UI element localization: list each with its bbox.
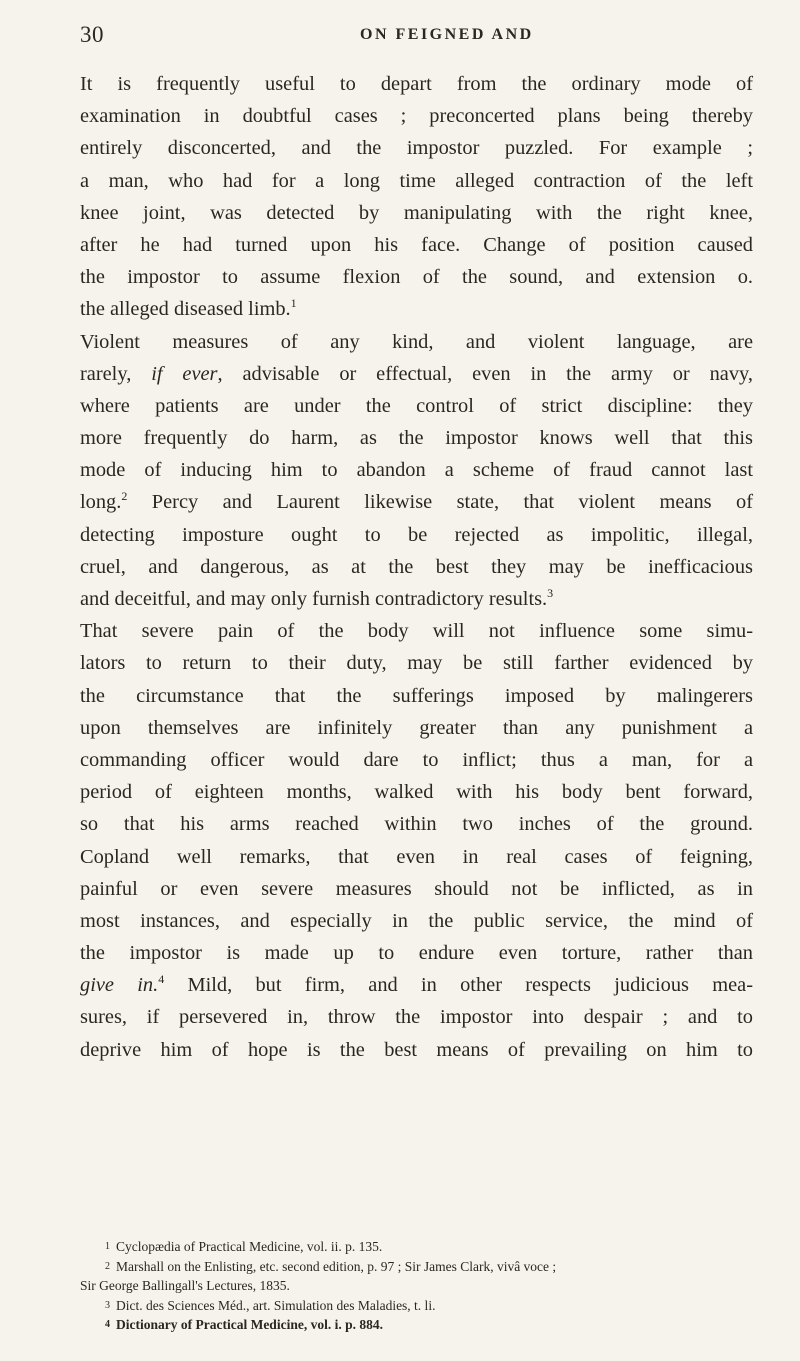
page-number: 30 — [80, 22, 104, 47]
text-line: knee joint, was detected by manipulating with the right knee, — [80, 201, 753, 224]
footnote-text: Dictionary of Practical Medicine, vol. i. p. 884. — [116, 1317, 383, 1332]
footnote-text: Dict. des Sciences Méd., art. Simulation des Maladies, t. li. — [116, 1297, 436, 1313]
footnote-ref: 3 — [547, 586, 554, 601]
text-line — [80, 293, 753, 325]
running-title: ON FEIGNED AND — [360, 26, 534, 43]
text-line: a man, who had for a long time alleged contraction of the left — [80, 169, 753, 192]
text-line: most instances, and especially in the public service, the mind of — [80, 909, 753, 932]
text-line: the circumstance that the sufferings imposed by malingerers — [80, 684, 753, 707]
text-line: Violent measures of any kind, and violent language, are — [80, 330, 753, 353]
text-line — [80, 486, 753, 518]
text-segment: Mild, but firm, and in other respects judicious mea- — [164, 974, 753, 997]
text-line: painful or even severe measures should not be inflicted, as in — [80, 877, 753, 900]
text-line: so that his arms reached within two inches of the ground. — [80, 813, 753, 836]
footnote — [80, 1237, 753, 1257]
text-line: period of eighteen months, walked with his body bent forward, — [80, 781, 753, 804]
footnote — [80, 1257, 753, 1277]
text-line: That severe pain of the body will not influence some simu- — [80, 620, 753, 643]
text-line: Copland well remarks, that even in real cases of feigning, — [80, 845, 753, 868]
text-line — [80, 583, 753, 615]
footnote-mark: 1 — [105, 1241, 110, 1252]
text-line: more frequently do harm, as the impostor knows well that this — [80, 427, 753, 450]
text-segment: long. — [80, 491, 122, 514]
footnote-mark: 2 — [105, 1260, 110, 1272]
body-text — [80, 68, 753, 1066]
footnote-ref: 1 — [290, 296, 297, 311]
text-line: where patients are under the control of strict discipline: they — [80, 394, 753, 417]
text-line: entirely disconcerted, and the impostor puzzled. For example ; — [80, 137, 753, 160]
footnote-mark: 4 — [105, 1319, 110, 1330]
footnote-continuation — [80, 1276, 753, 1296]
footnote-ref: 2 — [121, 489, 128, 504]
text-line: cruel, and dangerous, as at the best they may be inefficacious — [80, 555, 753, 578]
text-line: sures, if persevered in, throw the impostor into despair ; and to — [80, 1006, 753, 1029]
text-segment: rarely, — [80, 362, 152, 385]
italic-text: give in. — [80, 974, 159, 997]
text-segment: and deceitful, and may only furnish contradictory results. — [80, 588, 548, 610]
text-line — [80, 358, 753, 390]
text-line: It is frequently useful to depart from the ordinary mode of — [80, 73, 753, 95]
footnote-text: Cyclopædia of Practical Medicine, vol. ii. p. 135. — [116, 1239, 383, 1254]
footnote-text: Sir George Ballingall's Lectures, 1835. — [80, 1278, 290, 1293]
text-line: after he had turned upon his face. Change of position caused — [80, 233, 753, 256]
text-line: deprive him of hope is the best means of prevailing on him to — [80, 1038, 753, 1061]
text-line: examination in doubtful cases ; preconcerted plans being thereby — [80, 105, 753, 128]
text-segment: the alleged diseased limb. — [80, 298, 291, 321]
text-line: detecting imposture ought to be rejected as impolitic, illegal, — [80, 523, 753, 546]
footnotes — [80, 1237, 753, 1335]
italic-text: if ever — [151, 362, 218, 385]
text-line: lators to return to their duty, may be still farther evidenced by — [80, 652, 753, 675]
footnote-text: Marshall on the Enlisting, etc. second edition, p. 97 ; Sir James Clark, vivâ voce ; — [116, 1258, 557, 1274]
footnote — [80, 1315, 753, 1335]
text-line: the impostor is made up to endure even torture, rather than — [80, 942, 753, 965]
footnote-ref: 4 — [158, 972, 165, 987]
text-line: mode of inducing him to abandon a scheme of fraud cannot last — [80, 459, 753, 482]
page-header — [80, 22, 740, 52]
text-line: commanding officer would dare to inflict; thus a man, for a — [80, 748, 753, 771]
text-line: upon themselves are infinitely greater than any punishment a — [80, 716, 753, 739]
text-segment: Percy and Laurent likewise state, that violent means of — [127, 491, 753, 514]
text-line: the impostor to assume flexion of the sound, and extension o. — [80, 266, 753, 289]
text-segment: , advisable or effectual, even in the army or navy, — [217, 362, 753, 385]
footnote — [80, 1296, 753, 1316]
text-line — [80, 969, 753, 1001]
footnote-mark: 3 — [105, 1299, 110, 1311]
